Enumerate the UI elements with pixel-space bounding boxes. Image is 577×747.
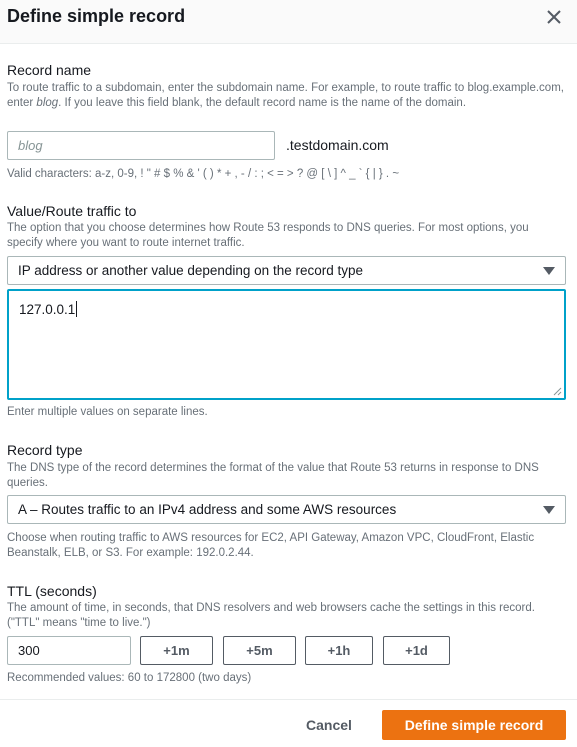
ttl-hint: Recommended values: 60 to 172800 (two days) <box>7 672 252 684</box>
record-type-label: Record type <box>7 442 83 458</box>
ttl-add-1d-button[interactable]: +1d <box>383 636 450 665</box>
ttl-input[interactable] <box>7 636 131 665</box>
value-route-label: Value/Route traffic to <box>7 203 137 219</box>
record-name-input[interactable] <box>7 131 275 160</box>
ttl-description: The amount of time, in seconds, that DNS resolvers and web browsers cache the settings in this record. ("TTL" means "time to live.") <box>7 602 535 629</box>
route-traffic-select[interactable] <box>7 256 566 285</box>
record-name-hint: Valid characters: a-z, 0-9, ! " # $ % & ' ( ) * + , - / : ; < = > ? @ [ \ ] ^ _ ` { | } . ~ <box>7 168 400 180</box>
dialog-header <box>0 0 577 44</box>
ttl-add-1m-button[interactable]: +1m <box>140 636 213 665</box>
record-type-description: The DNS type of the record determines the format of the value that Route 53 returns in response to DNS queries. <box>7 462 539 489</box>
value-route-hint: Enter multiple values on separate lines. <box>7 406 208 418</box>
record-value-text: 127.0.0.1 <box>19 302 76 317</box>
caret-down-icon <box>543 267 555 275</box>
text-cursor <box>76 301 77 317</box>
close-icon[interactable] <box>543 6 565 28</box>
record-type-select[interactable] <box>7 495 566 524</box>
record-value-textarea[interactable] <box>7 289 566 400</box>
route-traffic-selected: IP address or another value depending on the record type <box>18 263 363 278</box>
ttl-label: TTL (seconds) <box>7 583 97 599</box>
dialog-title: Define simple record <box>7 6 186 26</box>
record-type-selected: A – Routes traffic to an IPv4 address and some AWS resources <box>18 502 397 517</box>
resize-handle-icon[interactable] <box>552 386 562 396</box>
define-simple-record-button[interactable]: Define simple record <box>382 710 566 740</box>
ttl-add-1h-button[interactable]: +1h <box>305 636 373 665</box>
domain-suffix: .testdomain.com <box>286 137 389 153</box>
record-name-label: Record name <box>7 62 92 78</box>
footer-divider <box>0 699 577 700</box>
caret-down-icon <box>543 506 555 514</box>
value-route-description: The option that you choose determines how Route 53 responds to DNS queries. For most options, you specify where you want to route internet traffic. <box>7 222 529 249</box>
record-name-description: To route traffic to a subdomain, enter the subdomain name. For example, to route traffic to blog.example.com, enter blog. If you leave this field blank, the default record name is the name of the domain. <box>7 82 564 109</box>
cancel-button[interactable]: Cancel <box>306 717 352 733</box>
ttl-add-5m-button[interactable]: +5m <box>223 636 296 665</box>
record-type-hint: Choose when routing traffic to AWS resources for EC2, API Gateway, Amazon VPC, CloudFront, Elastic Beanstalk, ELB, or S3. For example: 192.0.2.44. <box>7 532 535 559</box>
